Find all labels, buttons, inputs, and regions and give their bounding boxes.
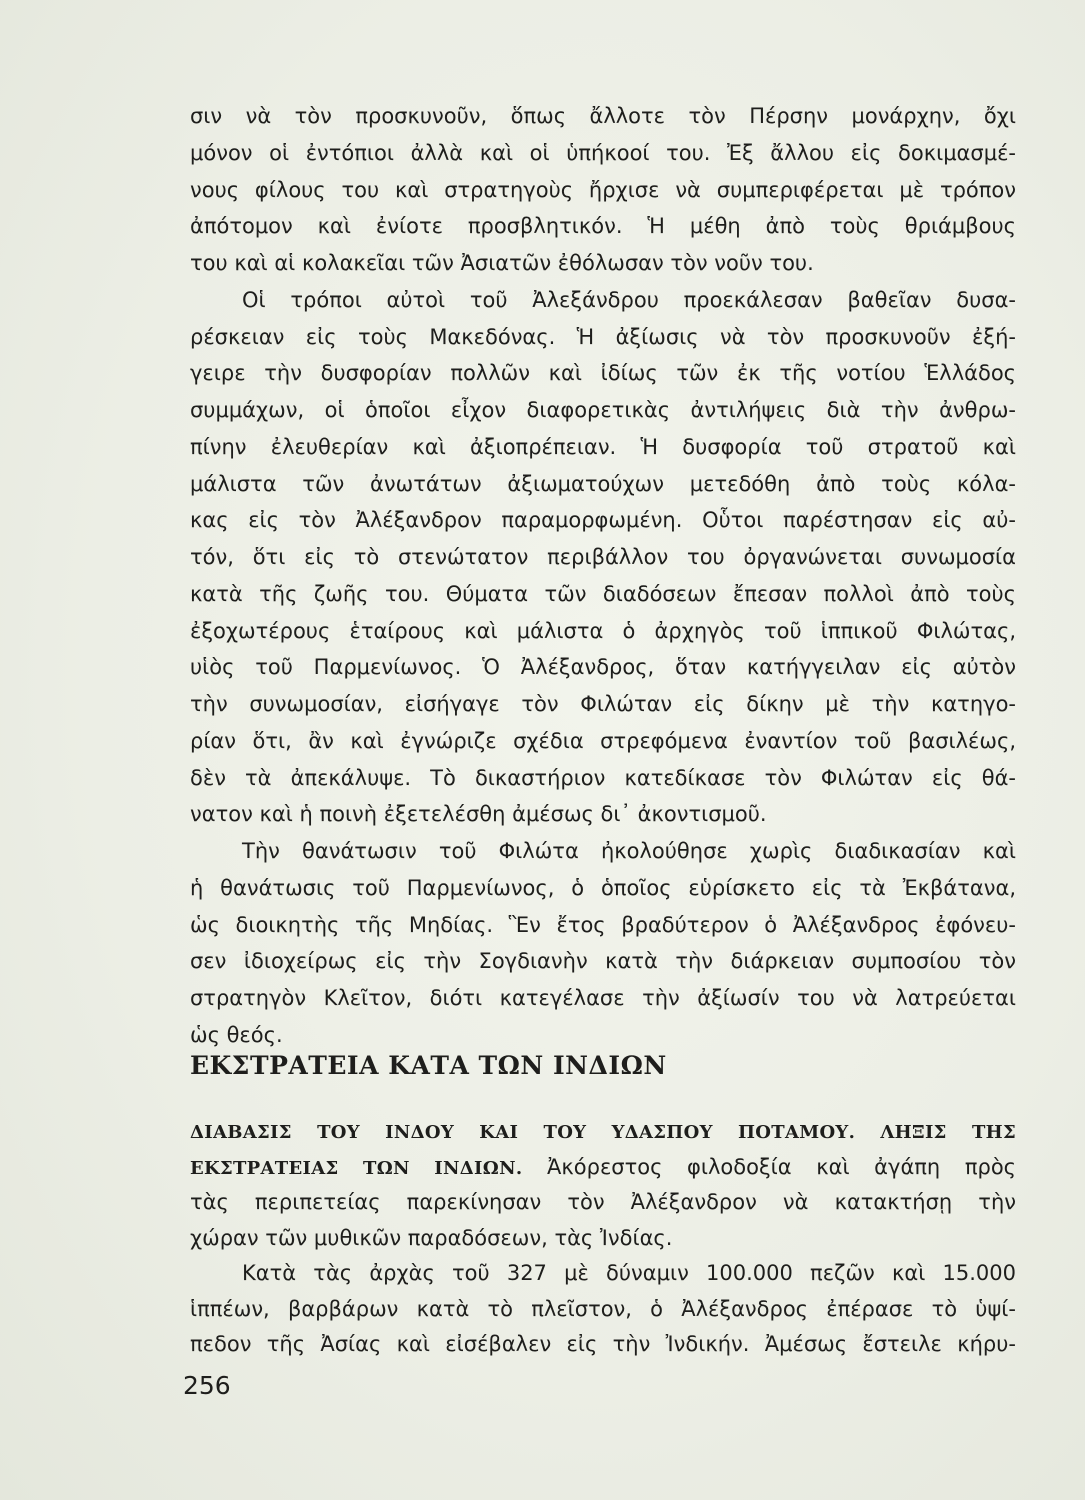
text-line: ρίαν ὅτι, ἂν καὶ ἐγνώριζε σχέδια στρεφόμενα ἐναντίον τοῦ βασιλέως, [190, 728, 1016, 753]
text-line: συμμάχων, οἱ ὁποῖοι εἶχον διαφορετικὰς ἀντιλήψεις διὰ τὴν ἀνθρω- [190, 398, 1016, 422]
text-line: νους φίλους του καὶ στρατηγοὺς ἤρχισε νὰ συμπεριφέρεται μὲ τρόπον [190, 177, 1016, 202]
text-line: ἀπότομον καὶ ἐνίοτε προσβλητικόν. Ἡ μέθη ἀπὸ τοὺς θριάμβους [190, 214, 1016, 239]
section-heading: ΕΚΣΤΡΑΤΕΙΑ ΚΑΤΑ ΤΩΝ ΙΝΔΙΩΝ [190, 1051, 667, 1080]
section-text [190, 1114, 1016, 1363]
text-line: στρατηγὸν Κλεῖτον, διότι κατεγέλασε τὴν ἀξίωσίν του νὰ λατρεύεται [190, 986, 1016, 1010]
text-line: κατὰ τῆς ζωῆς του. Θύματα τῶν διαδόσεων ἔπεσαν πολλοὶ ἀπὸ τοὺς [190, 581, 1016, 606]
main-text [190, 98, 1016, 1054]
text-line: ἡ θανάτωσις τοῦ Παρμενίωνος, ὁ ὁποῖος εὑρίσκετο εἰς τὰ Ἐκβάτανα, [190, 875, 1016, 900]
text-line: σιν νὰ τὸν προσκυνοῦν, ὅπως ἄλλοτε τὸν Πέρσην μονάρχην, ὄχι [190, 104, 1016, 128]
text-line: νατον καὶ ἡ ποινὴ ἐξετελέσθη ἀμέσως δι᾽ ἀκοντισμοῦ. [190, 802, 767, 827]
text-line: ὡς θεός. [190, 1022, 283, 1047]
text-line: χώραν τῶν μυθικῶν παραδόσεων, τὰς Ἰνδίας. [190, 1225, 673, 1250]
text-line: του καὶ αἱ κολακεῖαι τῶν Ἀσιατῶν ἐθόλωσαν τὸν νοῦν του. [190, 251, 814, 275]
text-line: πεδον τῆς Ἀσίας καὶ εἰσέβαλεν εἰς τὴν Ἰνδικήν. Ἀμέσως ἔστειλε κήρυ- [190, 1332, 1016, 1356]
text-line: Τὴν θανάτωσιν τοῦ Φιλώτα ἠκολούθησε χωρὶς διαδικασίαν καὶ [242, 839, 1016, 863]
text-line: Κατὰ τὰς ἀρχὰς τοῦ 327 μὲ δύναμιν 100.000 πεζῶν καὶ 15.000 [242, 1261, 1016, 1285]
text-line: σεν ἰδιοχείρως εἰς τὴν Σογδιανὴν κατὰ τὴν διάρκειαν συμποσίου τὸν [190, 949, 1016, 974]
page-number: 256 [183, 1371, 231, 1400]
subheading-caps: ΕΚΣΤΡΑΤΕΙΑΣ ΤΩΝ ΙΝΔΙΩΝ. [190, 1157, 523, 1179]
text-line: τὴν συνωμοσίαν, εἰσήγαγε τὸν Φιλώταν εἰς δίκην μὲ τὴν κατηγο- [190, 692, 1016, 716]
text-line: τὰς περιπετείας παρεκίνησαν τὸν Ἀλέξανδρον νὰ κατακτήσῃ τὴν [190, 1190, 1016, 1214]
subheading-line [190, 1114, 1016, 1150]
text-line: Οἱ τρόποι αὐτοὶ τοῦ Ἀλεξάνδρου προεκάλεσαν βαθεῖαν δυσα- [242, 287, 1016, 312]
text-line: ρέσκειαν εἰς τοὺς Μακεδόνας. Ἡ ἀξίωσις νὰ τὸν προσκυνοῦν ἐξή- [190, 324, 1016, 349]
text-line: υἱὸς τοῦ Παρμενίωνος. Ὁ Ἀλέξανδρος, ὅταν κατήγγειλαν εἰς αὐτὸν [190, 655, 1016, 680]
text-line: δὲν τὰ ἀπεκάλυψε. Τὸ δικαστήριον κατεδίκασε τὸν Φιλώταν εἰς θά- [190, 765, 1016, 790]
text-line: γειρε τὴν δυσφορίαν πολλῶν καὶ ἰδίως τῶν ἐκ τῆς νοτίου Ἑλλάδος [190, 361, 1016, 386]
subheading-line [190, 1150, 1016, 1186]
text-line: ὡς διοικητὴς τῆς Μηδίας. Ἓν ἔτος βραδύτερον ὁ Ἀλέξανδρος ἐφόνευ- [190, 912, 1016, 937]
text-line: μάλιστα τῶν ἀνωτάτων ἀξιωματούχων μετεδόθη ἀπὸ τοὺς κόλα- [190, 471, 1016, 496]
subheading-caps: ΔΙΑΒΑΣΙΣ ΤΟΥ ΙΝΔΟΥ ΚΑΙ ΤΟΥ ΥΔΑΣΠΟΥ ΠΟΤΑΜΟΥ. ΛΗΞΙΣ ΤΗΣ [190, 1122, 1016, 1143]
text-line: κας εἰς τὸν Ἀλέξανδρον παραμορφωμένη. Οὗτοι παρέστησαν εἰς αὐ- [190, 508, 1016, 533]
text-line: μόνον οἱ ἐντόπιοι ἀλλὰ καὶ οἱ ὑπήκοοί του. Ἐξ ἄλλου εἰς δοκιμασμέ- [190, 140, 1016, 165]
text-line: πίνην ἐλευθερίαν καὶ ἀξιοπρέπειαν. Ἡ δυσφορία τοῦ στρατοῦ καὶ [190, 434, 1016, 459]
subheading-text: Ἀκόρεστος φιλοδοξία καὶ ἀγάπη πρὸς [522, 1154, 1016, 1179]
text-line: ἱππέων, βαρβάρων κατὰ τὸ πλεῖστον, ὁ Ἀλέξανδρος ἐπέρασε τὸ ὑψί- [190, 1296, 1016, 1321]
text-line: τόν, ὅτι εἰς τὸ στενώτατον περιβάλλον του ὀργανώνεται συνωμοσία [190, 545, 1016, 569]
text-line: ἐξοχωτέρους ἑταίρους καὶ μάλιστα ὁ ἀρχηγὸς τοῦ ἱππικοῦ Φιλώτας, [190, 618, 1016, 643]
